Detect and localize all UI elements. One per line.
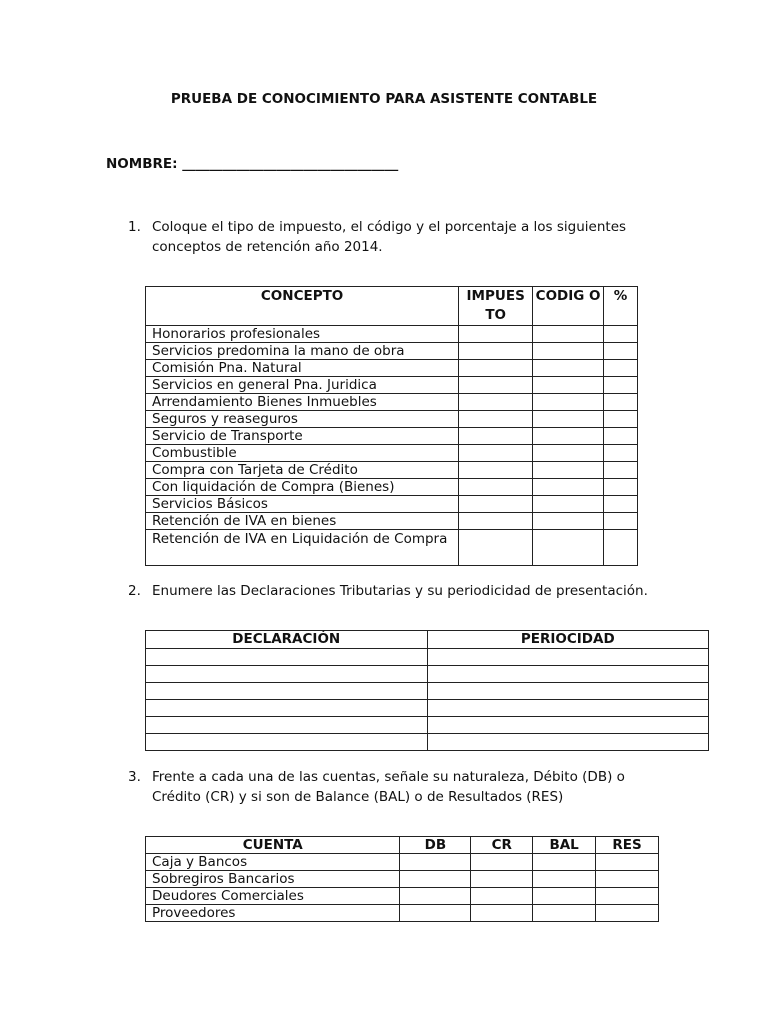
impuesto-answer-cell[interactable] [459,326,533,343]
impuesto-answer-cell[interactable] [459,445,533,462]
question-2 [128,581,668,601]
table-row [146,411,638,428]
codigo-answer-cell[interactable] [533,394,604,411]
codigo-answer-cell[interactable] [533,513,604,530]
column-header-impuesto: IMPUES TO [459,287,533,326]
table-row [146,326,638,343]
concept-cell: Comisión Pna. Natural [146,360,459,377]
table-row [146,428,638,445]
cr-answer-cell[interactable] [471,888,533,905]
cr-answer-cell[interactable] [471,854,533,871]
table-row [146,888,659,905]
res-answer-cell[interactable] [596,854,659,871]
account-cell: Proveedores [146,905,400,922]
percent-answer-cell[interactable] [604,513,638,530]
table-header-row [146,837,659,854]
table-row [146,683,709,700]
cr-answer-cell[interactable] [471,871,533,888]
table-row [146,377,638,394]
concept-cell: Arrendamiento Bienes Inmuebles [146,394,459,411]
table-row [146,462,638,479]
table-row [146,343,638,360]
codigo-answer-cell[interactable] [533,462,604,479]
percent-answer-cell[interactable] [604,360,638,377]
column-header-cr: CR [471,837,533,854]
table-row [146,360,638,377]
declaracion-answer-cell[interactable] [146,649,428,666]
codigo-answer-cell[interactable] [533,326,604,343]
column-header-percent: % [604,287,638,326]
page-title: PRUEBA DE CONOCIMIENTO PARA ASISTENTE CONTABLE [170,91,598,107]
declarations-table [145,630,709,751]
column-header-declaracion: DECLARACIÓN [146,631,428,649]
percent-answer-cell[interactable] [604,496,638,513]
codigo-answer-cell[interactable] [533,343,604,360]
res-answer-cell[interactable] [596,905,659,922]
table-row [146,871,659,888]
impuesto-answer-cell[interactable] [459,411,533,428]
concept-cell: Honorarios profesionales [146,326,459,343]
cr-answer-cell[interactable] [471,905,533,922]
column-header-bal: BAL [533,837,596,854]
impuesto-answer-cell[interactable] [459,462,533,479]
impuesto-answer-cell[interactable] [459,394,533,411]
concept-cell: Con liquidación de Compra (Bienes) [146,479,459,496]
percent-answer-cell[interactable] [604,326,638,343]
periocidad-answer-cell[interactable] [427,666,708,683]
declaracion-answer-cell[interactable] [146,666,428,683]
column-header-res: RES [596,837,659,854]
concept-cell: Combustible [146,445,459,462]
account-cell: Deudores Comerciales [146,888,400,905]
codigo-answer-cell[interactable] [533,360,604,377]
retention-table [145,286,638,566]
table-row [146,700,709,717]
question-1 [128,217,668,257]
table-header-row [146,287,638,326]
concept-cell: Retención de IVA en Liquidación de Compra [146,530,459,566]
account-cell: Sobregiros Bancarios [146,871,400,888]
res-answer-cell[interactable] [596,871,659,888]
db-answer-cell[interactable] [400,888,471,905]
concept-cell: Servicios Básicos [146,496,459,513]
impuesto-answer-cell[interactable] [459,479,533,496]
bal-answer-cell[interactable] [533,871,596,888]
question-3-number: 3. [128,769,141,785]
column-header-cuenta: CUENTA [146,837,400,854]
declaracion-answer-cell[interactable] [146,734,428,751]
question-2-number: 2. [128,583,141,599]
periocidad-answer-cell[interactable] [427,683,708,700]
question-2-text: Enumere las Declaraciones Tributarias y su periodicidad de presentación. [152,583,648,599]
bal-answer-cell[interactable] [533,905,596,922]
db-answer-cell[interactable] [400,854,471,871]
periocidad-answer-cell[interactable] [427,700,708,717]
impuesto-answer-cell[interactable] [459,377,533,394]
codigo-answer-cell[interactable] [533,377,604,394]
table-row [146,734,709,751]
table-row [146,649,709,666]
percent-answer-cell[interactable] [604,428,638,445]
codigo-answer-cell[interactable] [533,496,604,513]
table-row [146,445,638,462]
declaracion-answer-cell[interactable] [146,683,428,700]
table-row [146,666,709,683]
table-row [146,905,659,922]
periocidad-answer-cell[interactable] [427,649,708,666]
percent-answer-cell[interactable] [604,479,638,496]
bal-answer-cell[interactable] [533,888,596,905]
table-row [146,479,638,496]
bal-answer-cell[interactable] [533,854,596,871]
concept-cell: Compra con Tarjeta de Crédito [146,462,459,479]
codigo-answer-cell[interactable] [533,428,604,445]
impuesto-answer-cell[interactable] [459,513,533,530]
table-header-row [146,631,709,649]
codigo-answer-cell[interactable] [533,530,604,566]
percent-answer-cell[interactable] [604,343,638,360]
periocidad-answer-cell[interactable] [427,717,708,734]
question-3 [128,767,668,807]
percent-answer-cell[interactable] [604,411,638,428]
declaracion-answer-cell[interactable] [146,717,428,734]
impuesto-answer-cell[interactable] [459,496,533,513]
concept-cell: Servicios en general Pna. Juridica [146,377,459,394]
column-header-db: DB [400,837,471,854]
account-cell: Caja y Bancos [146,854,400,871]
codigo-answer-cell[interactable] [533,479,604,496]
column-header-codigo: CODIG O [533,287,604,326]
impuesto-answer-cell[interactable] [459,343,533,360]
percent-answer-cell[interactable] [604,377,638,394]
concept-cell: Seguros y reaseguros [146,411,459,428]
question-3-text: Frente a cada una de las cuentas, señale su naturaleza, Débito (DB) o Crédito (CR) y si son de Balance (BAL) o de Resultados (RES) [152,769,625,805]
table-row [146,530,638,566]
db-answer-cell[interactable] [400,871,471,888]
percent-answer-cell[interactable] [604,530,638,566]
percent-answer-cell[interactable] [604,462,638,479]
impuesto-answer-cell[interactable] [459,360,533,377]
name-field-label: NOMBRE: ________________________________ [106,156,399,172]
table-row [146,717,709,734]
table-row [146,854,659,871]
percent-answer-cell[interactable] [604,394,638,411]
table-row [146,394,638,411]
table-row [146,513,638,530]
declaracion-answer-cell[interactable] [146,700,428,717]
question-1-text: Coloque el tipo de impuesto, el código y el porcentaje a los siguientes conceptos de retención año 2014. [152,219,627,255]
db-answer-cell[interactable] [400,905,471,922]
concept-cell: Servicio de Transporte [146,428,459,445]
question-1-number: 1. [128,219,141,235]
column-header-concepto: CONCEPTO [146,287,459,326]
concept-cell: Retención de IVA en bienes [146,513,459,530]
accounts-table [145,836,659,922]
percent-answer-cell[interactable] [604,445,638,462]
concept-cell: Servicios predomina la mano de obra [146,343,459,360]
periocidad-answer-cell[interactable] [427,734,708,751]
impuesto-answer-cell[interactable] [459,530,533,566]
table-row [146,496,638,513]
impuesto-answer-cell[interactable] [459,428,533,445]
column-header-periocidad: PERIOCIDAD [427,631,708,649]
codigo-answer-cell[interactable] [533,411,604,428]
res-answer-cell[interactable] [596,888,659,905]
codigo-answer-cell[interactable] [533,445,604,462]
